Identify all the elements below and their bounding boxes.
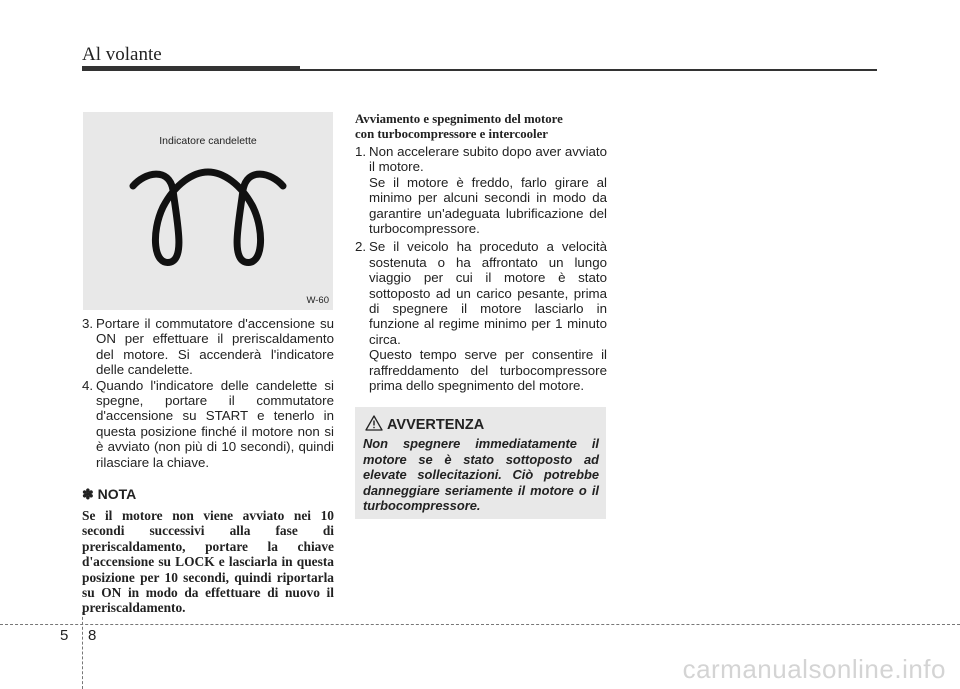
step-subtext: Questo tempo serve per consentire il raffreddamento del turbocompressore prima dello spegnimento del motore. [369,347,607,394]
list-item [355,144,607,236]
glow-plug-figure [83,112,333,310]
step-text: Portare il commutatore d'accensione su ON per effettuare il preriscaldamento del motore. Si accenderà l'indicatore delle candelette. [96,316,334,378]
list-item [355,239,607,393]
footer-vertical-rule [82,612,83,689]
right-steps-list [355,144,607,394]
section-heading [355,112,607,141]
watermark: carmanualsonline.info [682,654,946,684]
list-item [82,378,334,470]
footer-rule [0,624,960,625]
figure-code: W-60 [306,295,329,306]
step-number: 2. [355,239,367,255]
section-heading-line: con turbocompressore e intercooler [355,126,548,141]
warning-body: Non spegnere immediatamente il motore se è stato sottoposto ad elevate sollecitazioni. Ciò potrebbe danneggiare seriamente il motore o il turbocompressore. [363,436,599,514]
warning-triangle-icon [365,415,383,431]
step-number: 3. [82,316,94,331]
note-body: Se il motore non viene avviato nei 10 secondi successivi alla fase di preriscaldamento, portare la chiave d'accensione su LOCK e lasciarla in questa posizione per 10 secondi, quindi riportarla su ON in modo da effettuare di nuovo il preriscaldamento. [82,508,334,616]
step-number: 4. [82,377,94,393]
section-heading-line: Avviamento e spegnimento del motore [355,112,563,126]
page-number: 8 [88,627,97,644]
step-subtext: Se il motore è freddo, farlo girare al minimo per alcuni secondi in modo da garantire un'adeguata lubrificazione del turbocompressore. [369,174,607,237]
header-rule-thin [300,69,877,71]
warning-title: AVVERTENZA [387,417,485,433]
list-item [82,316,334,378]
note-title: ✽ NOTA [82,486,137,502]
page-header-title: Al volante [82,44,162,65]
header-rule-thick [82,66,300,71]
step-text: Se il veicolo ha proceduto a velocità sostenuta o ha affrontato un lungo viaggio per cui il motore è stato sottoposto ad un carico pesante, prima di spegnere il motore lasciarlo in funzione al regime minimo per 1 minuto circa. [369,239,607,347]
page-section-number: 5 [60,627,69,644]
figure-caption: Indicatore candelette [159,135,257,147]
step-text: Non accelerare subito dopo aver avviato il motore. [369,144,608,175]
step-text: Quando l'indicatore delle candelette si spegne, portare il commutatore d'accensione su START e tenerlo in questa posizione finché il motore non si è avviato (non più di 10 secondi), quindi rilasciare la chiave. [96,377,334,470]
step-number: 1. [355,144,367,159]
warning-box [355,407,606,519]
left-steps-list [82,316,334,470]
